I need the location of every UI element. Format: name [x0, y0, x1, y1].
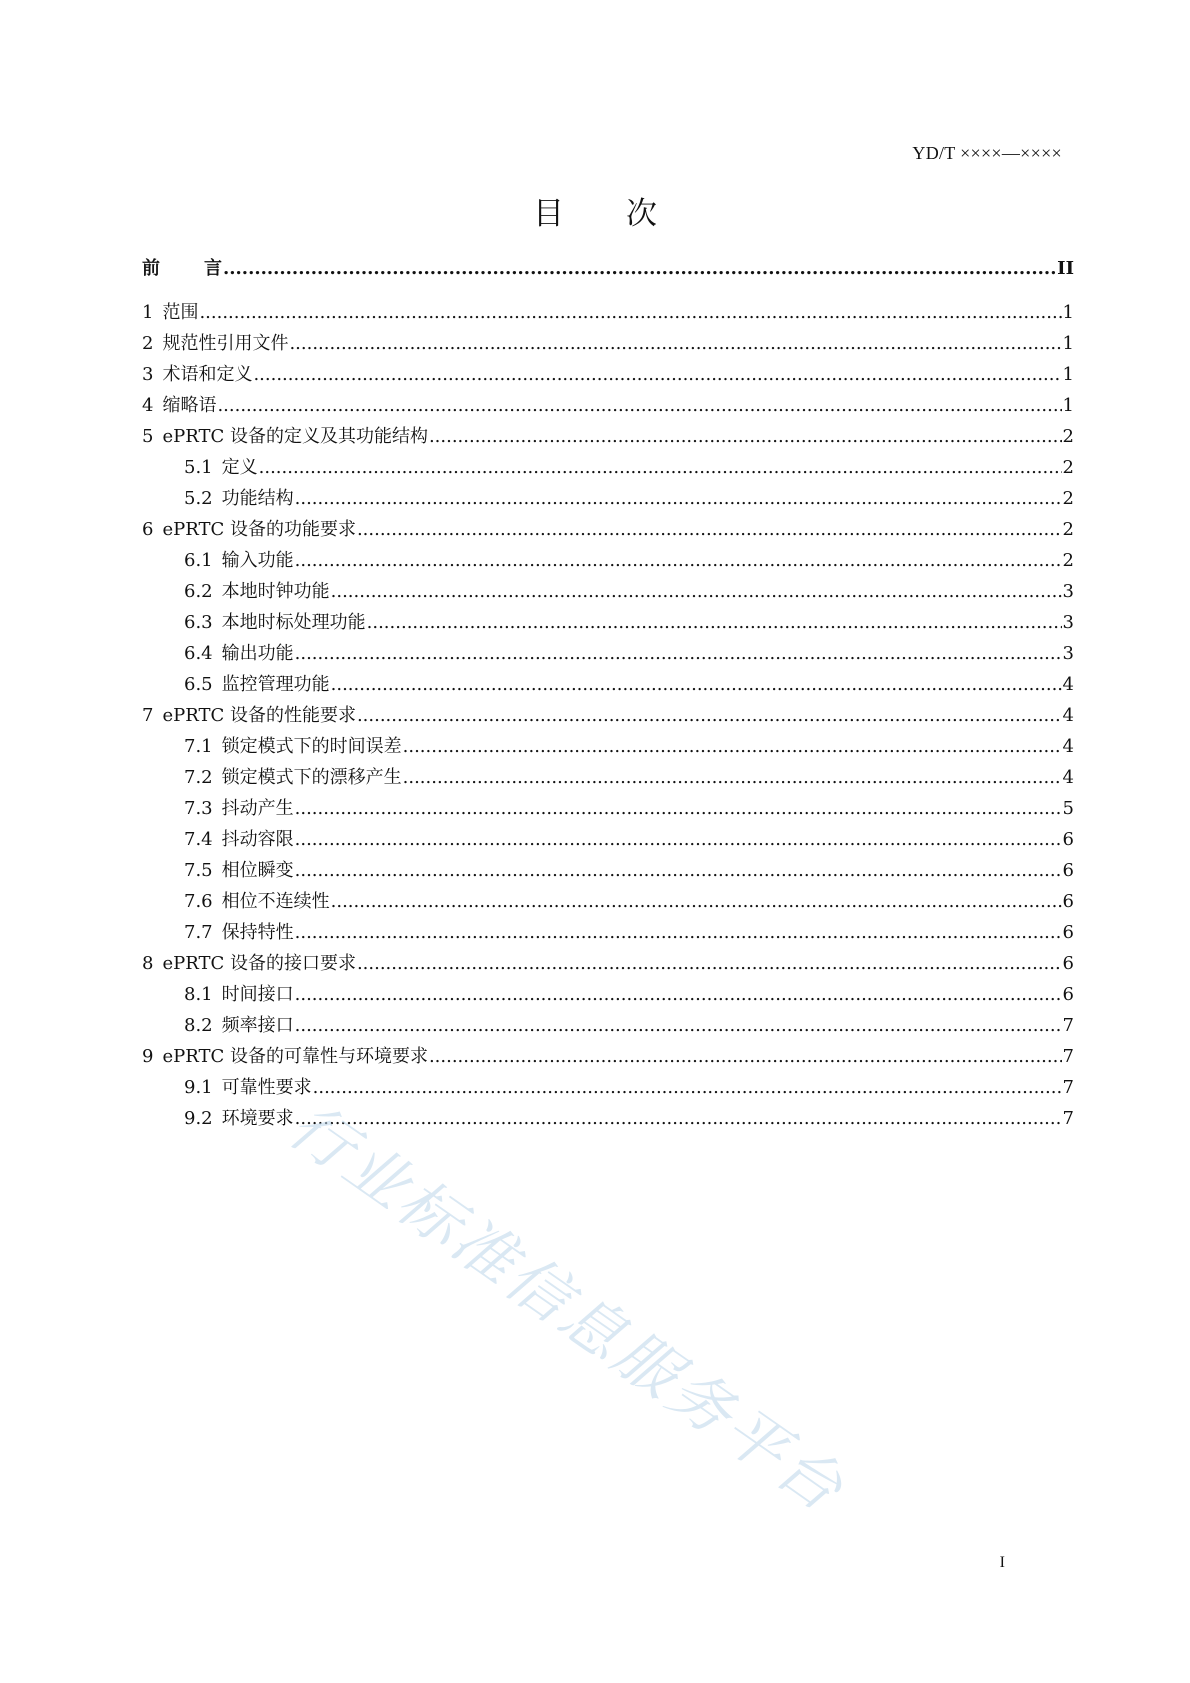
toc-entry-number: 9 — [142, 1046, 154, 1067]
toc-entry-title: 相位不连续性 — [221, 891, 330, 912]
toc-entry-label — [184, 825, 294, 851]
toc-entry-page: 7 — [1062, 1015, 1074, 1036]
toc-entry[interactable] — [142, 887, 1074, 918]
toc-entry[interactable] — [142, 329, 1074, 360]
toc-entry-number: 1 — [142, 302, 154, 323]
toc-entry-page: 4 — [1062, 674, 1074, 695]
toc-entry-title: 保持特性 — [221, 922, 294, 943]
watermark: 行业标准信息服务平台 — [276, 1088, 859, 1528]
toc-entry-label — [142, 515, 356, 541]
toc-entry-page: 7 — [1062, 1108, 1074, 1129]
toc-entry-number: 7.7 — [184, 922, 213, 943]
toc-entry[interactable] — [142, 1042, 1074, 1073]
toc-entry[interactable] — [142, 918, 1074, 949]
toc-entry-number: 7.3 — [184, 798, 213, 819]
toc-entry-title: 规范性引用文件 — [162, 333, 289, 354]
toc-leader-dots — [295, 488, 1062, 509]
toc-entry-page: II — [1057, 258, 1074, 279]
toc-leader-dots — [295, 643, 1062, 664]
toc-entry-page: 6 — [1062, 984, 1074, 1005]
toc-entry-label — [184, 887, 330, 913]
toc-entry[interactable] — [142, 763, 1074, 794]
document-code: YD/T ××××—×××× — [912, 143, 1062, 163]
toc-entry-title: 环境要求 — [221, 1108, 294, 1129]
toc-entry[interactable] — [142, 701, 1074, 732]
toc-leader-dots — [253, 364, 1061, 385]
toc-entry[interactable] — [142, 577, 1074, 608]
toc-entry[interactable] — [142, 794, 1074, 825]
toc-entry-title: 缩略语 — [162, 395, 217, 416]
toc-entry-number: 2 — [142, 333, 154, 354]
toc-leader-dots — [295, 1015, 1062, 1036]
toc-entry-page: 2 — [1062, 457, 1074, 478]
toc-leader-dots — [295, 860, 1062, 881]
toc-entry-page: 6 — [1062, 860, 1074, 881]
toc-entry-title: 监控管理功能 — [221, 674, 330, 695]
toc-leader-dots — [223, 258, 1056, 279]
toc-leader-dots — [331, 674, 1062, 695]
toc-entry-label — [184, 763, 402, 789]
toc-entry-label — [184, 670, 330, 696]
toc-leader-dots — [429, 1046, 1062, 1067]
toc-leader-dots — [403, 736, 1062, 757]
title-char-2: 次 — [626, 196, 657, 232]
toc-entry-page: 6 — [1062, 922, 1074, 943]
toc-entry-page: 3 — [1062, 612, 1074, 633]
toc-entry-number: 7.1 — [184, 736, 213, 757]
toc-entry-number: 6.3 — [184, 612, 213, 633]
toc-entry-label — [142, 329, 288, 355]
toc-entry-label — [142, 360, 252, 386]
toc-entry-page: 3 — [1062, 581, 1074, 602]
toc-entry-label — [184, 1011, 294, 1037]
toc-entry-number: 7 — [142, 705, 154, 726]
toc-leader-dots — [217, 395, 1061, 416]
toc-leader-dots — [295, 798, 1062, 819]
toc-entry-number: 6.5 — [184, 674, 213, 695]
toc-entry-title: 锁定模式下的漂移产生 — [221, 767, 402, 788]
toc-entry-number: 5.1 — [184, 457, 213, 478]
toc-entry-label — [142, 391, 216, 417]
toc-entry-foreword[interactable] — [142, 254, 1074, 298]
toc-leader-dots — [331, 891, 1062, 912]
toc-entry-label — [184, 794, 294, 820]
toc-entry-title: 抖动容限 — [221, 829, 294, 850]
toc-entry-page: 5 — [1062, 798, 1074, 819]
toc-leader-dots — [357, 519, 1062, 540]
toc-leader-dots — [367, 612, 1062, 633]
toc-entry-title: 可靠性要求 — [221, 1077, 312, 1098]
toc-entry-number: 3 — [142, 364, 154, 385]
toc-entry-title: 术语和定义 — [162, 364, 253, 385]
toc-entry-title: 时间接口 — [221, 984, 294, 1005]
toc-entry-title: 本地时标处理功能 — [221, 612, 366, 633]
toc-entry[interactable] — [142, 670, 1074, 701]
page-title — [0, 188, 1190, 233]
toc-entry[interactable] — [142, 484, 1074, 515]
toc-leader-dots — [199, 302, 1061, 323]
toc-entry-label — [184, 856, 294, 882]
table-of-contents — [142, 254, 1074, 1135]
toc-entry-label — [184, 980, 294, 1006]
toc-entry-number: 8.2 — [184, 1015, 213, 1036]
toc-entry[interactable] — [142, 856, 1074, 887]
toc-entry-number: 5.2 — [184, 488, 213, 509]
toc-leader-dots — [357, 953, 1062, 974]
toc-entry-page: 1 — [1062, 333, 1074, 354]
toc-entry-page: 1 — [1062, 364, 1074, 385]
toc-entry-number: 8.1 — [184, 984, 213, 1005]
toc-entry-label — [142, 298, 198, 324]
toc-entry-label — [184, 1104, 294, 1130]
toc-entry-page: 1 — [1062, 395, 1074, 416]
toc-entry-title: 相位瞬变 — [221, 860, 294, 881]
toc-entry-number: 8 — [142, 953, 154, 974]
toc-entry[interactable] — [142, 422, 1074, 453]
toc-entry-title: 抖动产生 — [221, 798, 294, 819]
toc-entry[interactable] — [142, 515, 1074, 546]
toc-entry-page: 1 — [1062, 302, 1074, 323]
toc-entry-title: 输入功能 — [221, 550, 294, 571]
toc-entry-number: 7.5 — [184, 860, 213, 881]
toc-entry[interactable] — [142, 1073, 1074, 1104]
toc-leader-dots — [403, 767, 1062, 788]
toc-entry-label — [184, 453, 258, 479]
toc-entry[interactable] — [142, 298, 1074, 329]
toc-entry[interactable] — [142, 825, 1074, 856]
toc-leader-dots — [295, 1108, 1062, 1129]
toc-entry[interactable] — [142, 949, 1074, 980]
toc-leader-dots — [295, 829, 1062, 850]
toc-entry-page: 2 — [1062, 426, 1074, 447]
toc-leader-dots — [295, 922, 1062, 943]
toc-entry-label — [184, 639, 294, 665]
toc-entry-label — [142, 949, 356, 975]
toc-entry-title: ePRTC 设备的功能要求 — [162, 519, 356, 540]
toc-entry-page: 7 — [1062, 1046, 1074, 1067]
toc-entry-number: 7.2 — [184, 767, 213, 788]
toc-leader-dots — [289, 333, 1061, 354]
toc-entry-label — [184, 918, 294, 944]
toc-entry[interactable] — [142, 453, 1074, 484]
toc-entry-number: 5 — [142, 426, 154, 447]
toc-leader-dots — [295, 984, 1062, 1005]
toc-entry-title: 功能结构 — [221, 488, 294, 509]
toc-entry-page: 3 — [1062, 643, 1074, 664]
toc-entry-label — [142, 422, 428, 448]
page-number: I — [999, 1554, 1005, 1571]
toc-entry[interactable] — [142, 546, 1074, 577]
toc-entry-page: 2 — [1062, 550, 1074, 571]
toc-entry-number: 9.1 — [184, 1077, 213, 1098]
toc-entry-title: 定义 — [221, 457, 258, 478]
toc-entry-page: 2 — [1062, 519, 1074, 540]
toc-entry[interactable] — [142, 360, 1074, 391]
toc-entry-page: 2 — [1062, 488, 1074, 509]
toc-entry-label — [184, 732, 402, 758]
toc-entry-title: ePRTC 设备的接口要求 — [162, 953, 356, 974]
toc-entry-page: 4 — [1062, 705, 1074, 726]
toc-entry-number: 6.1 — [184, 550, 213, 571]
toc-entry-label — [184, 1073, 312, 1099]
toc-entry-title: 范围 — [162, 302, 199, 323]
toc-leader-dots — [429, 426, 1062, 447]
toc-entry-page: 6 — [1062, 891, 1074, 912]
toc-entry-title: 本地时钟功能 — [221, 581, 330, 602]
title-char-1: 目 — [533, 196, 564, 232]
toc-entry-number: 6.4 — [184, 643, 213, 664]
toc-entry-label — [184, 484, 294, 510]
toc-leader-dots — [331, 581, 1062, 602]
toc-entry[interactable] — [142, 639, 1074, 670]
toc-entry-label — [142, 1042, 428, 1068]
toc-entry[interactable] — [142, 1104, 1074, 1135]
toc-entry-number: 7.6 — [184, 891, 213, 912]
toc-entry-label — [184, 546, 294, 572]
toc-entry-page: 4 — [1062, 736, 1074, 757]
toc-entry[interactable] — [142, 980, 1074, 1011]
toc-leader-dots — [259, 457, 1062, 478]
toc-entry[interactable] — [142, 732, 1074, 763]
toc-entry-number: 9.2 — [184, 1108, 213, 1129]
toc-entry[interactable] — [142, 608, 1074, 639]
toc-entry-title: ePRTC 设备的定义及其功能结构 — [162, 426, 428, 447]
toc-entry-title: 输出功能 — [221, 643, 294, 664]
toc-entry-title: 锁定模式下的时间误差 — [221, 736, 402, 757]
toc-entry-page: 4 — [1062, 767, 1074, 788]
toc-entry-title: ePRTC 设备的性能要求 — [162, 705, 356, 726]
toc-entry-label — [184, 608, 366, 634]
toc-leader-dots — [295, 550, 1062, 571]
toc-entry-label — [142, 701, 356, 727]
toc-entry-number: 4 — [142, 395, 154, 416]
toc-entry-page: 6 — [1062, 829, 1074, 850]
toc-entry-page: 7 — [1062, 1077, 1074, 1098]
toc-entry-page: 6 — [1062, 953, 1074, 974]
toc-entry-title: ePRTC 设备的可靠性与环境要求 — [162, 1046, 428, 1067]
toc-entry-label — [184, 577, 330, 603]
toc-entry-number: 7.4 — [184, 829, 213, 850]
toc-entry-number: 6 — [142, 519, 154, 540]
toc-leader-dots — [357, 705, 1062, 726]
toc-entry[interactable] — [142, 391, 1074, 422]
toc-entry-title: 频率接口 — [221, 1015, 294, 1036]
toc-entry-title: 前 言 — [142, 258, 222, 279]
toc-entry-number: 6.2 — [184, 581, 213, 602]
toc-entry[interactable] — [142, 1011, 1074, 1042]
toc-leader-dots — [313, 1077, 1062, 1098]
